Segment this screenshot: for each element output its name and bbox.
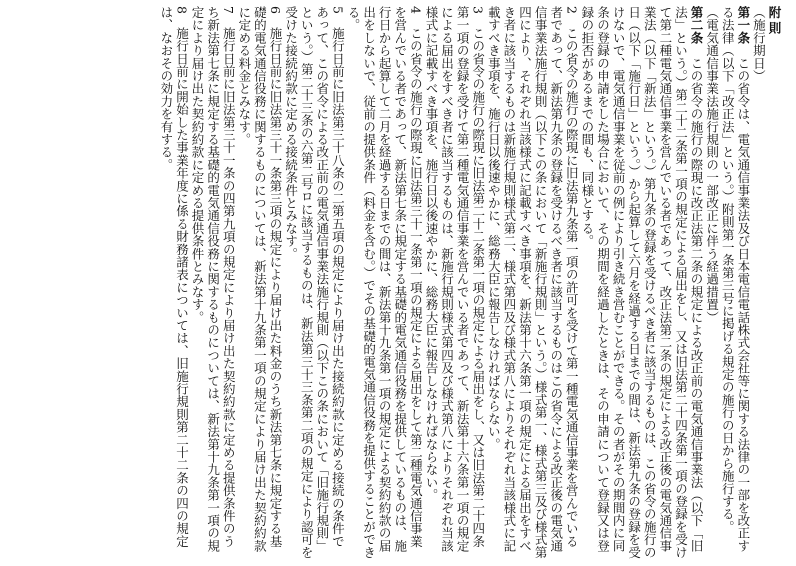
- article-1: [720, 6, 751, 560]
- item-2: [486, 6, 580, 560]
- item-number: 4: [408, 6, 424, 15]
- article-text: この省令は、電気通信事業法及び日本電信電話株式会社等に関する法律の一部を改正する法律（以下「改正法」という。）附則第一条第三号に掲げる規定の施行の日から施行する。: [720, 6, 751, 553]
- item-text: この省令の施行の際現に旧法第三十一条第一項の規定による届出をして第二種電気通信事業を営んでいる者であって、新法第七条に規定する基礎的電気通信役務を提供しているものは、施行日から起算して二月を経過する日までの間は、新法第十九条第一項の規定による契約約款の届出をしないで、従前の提供条件（料金を含む。）でその基礎的電気通信役務を提供することができる。: [345, 6, 424, 559]
- item-number: 3: [470, 6, 486, 15]
- item-4: [345, 6, 423, 560]
- item-number: 5: [330, 6, 346, 15]
- item-text: 施行日前に旧法第三十一条の四第九項の規定により届け出た契約約款に定める提供条件のうち新法第七条に規定する基礎的電気通信役務に関するものについては、新法第十九条第一項の規定により届け出た契約約款に定める提供条件とみなす。: [190, 6, 237, 553]
- article-2: [579, 6, 704, 560]
- item-8: [158, 6, 189, 560]
- item-text: 施行日前に開始した事業年度に係る財務諸表については、旧施行規則第二十二条の四の規定は、なおその効力を有する。: [158, 6, 190, 548]
- article-text: この省令の施行の際現に改正法第二条の規定による改正前の電気通信事業法（以下「旧法」という。）第二十二条第一項の規定による届出をし、又は旧法第二十四条第一項の登録を受けて第二種電気通信事業を営んでいる者であって、改正法第二条の規定による改正後の電気通信事業法（以下「新法」という。）第九条の登録を受けるべき者に該当するものは、この省令の施行の日（以下「施行日」という。）から起算して六月を経過する日までの間は、新法第九条の登録を受けないで、電気通信事業を従前の例により引き続き営むことができる。その者がその期間内に同条の登録の申請をした場合において、その期間を経過したときは、その申請について登録又は登録の拒否があるまでの間も、同様とする。: [579, 6, 705, 559]
- item-number: 8: [174, 6, 190, 15]
- item-text: 施行日前に旧法第三十八条の二第五項の規定により届け出た接続約款に定める接続の条件であって、この省令による改正前の電気通信事業法施行規則（以下この条において「旧施行規則」という。）第二十三条の六第二号ロに該当するものは、新法第三十三条第二項の規定により認可を受けた接続約款に定める接続条件とみなす。: [283, 6, 346, 559]
- item-number: 2: [564, 6, 580, 15]
- article-number: 第二条: [689, 6, 705, 45]
- item-number: 6: [268, 6, 283, 15]
- supplementary-provisions-title: 附則: [767, 6, 782, 37]
- item-7: [189, 6, 236, 560]
- item-text: この省令の施行の際現に旧法第二十二条第一項の規定による届出をし、又は旧法第二十四条第一項の登録を受けて第二種電気通信事業を営んでいる者であって、新法第十六条第一項の規定による届出をすべき者に該当するものは、新施行規則様式第四及び様式第八によりそれぞれ当該様式に記載すべき事項を、施行日以後速やかに、総務大臣に報告しなければならない。: [423, 6, 486, 553]
- item-3: [423, 6, 485, 560]
- supplementary-provisions-text: [158, 6, 782, 560]
- item-number: 7: [221, 6, 237, 15]
- item-text: 施行日前に旧法第三十一条第三項の規定により届け出た料金のうち新法第七条に規定する基礎的電気通信役務に関するものについては、新法第十九条第一項の規定により届け出た契約約款に定める料金とみなす。: [236, 6, 283, 553]
- article-number: 第一条: [735, 6, 751, 45]
- item-text: この省令の施行の際現に旧法第九条第一項の許可を受けて第一種電気通信事業を営んでいる者であって、新法第九条の登録を受けるべき者に該当するものはこの省令による改正後の電気通信事業法施行規則（以下この条において「新施行規則」という。）様式第一、様式第三及び様式第四により、それぞれ当該様式に記載すべき事項を、新法第十六条第一項の規定による届出をすべき者に該当するものは新施行規則様式第二、様式第四及び様式第八によりそれぞれ当該様式に記載すべき事項を、施行日以後速やかに、総務大臣に報告しなければならない。: [486, 6, 580, 559]
- section-caption-effective-date: （施行期日）: [751, 6, 767, 83]
- item-5: [283, 6, 345, 560]
- section-caption-transition: （電気通信事業法施行規則の一部改正に伴う経過措置）: [704, 6, 720, 324]
- item-6: [236, 6, 283, 560]
